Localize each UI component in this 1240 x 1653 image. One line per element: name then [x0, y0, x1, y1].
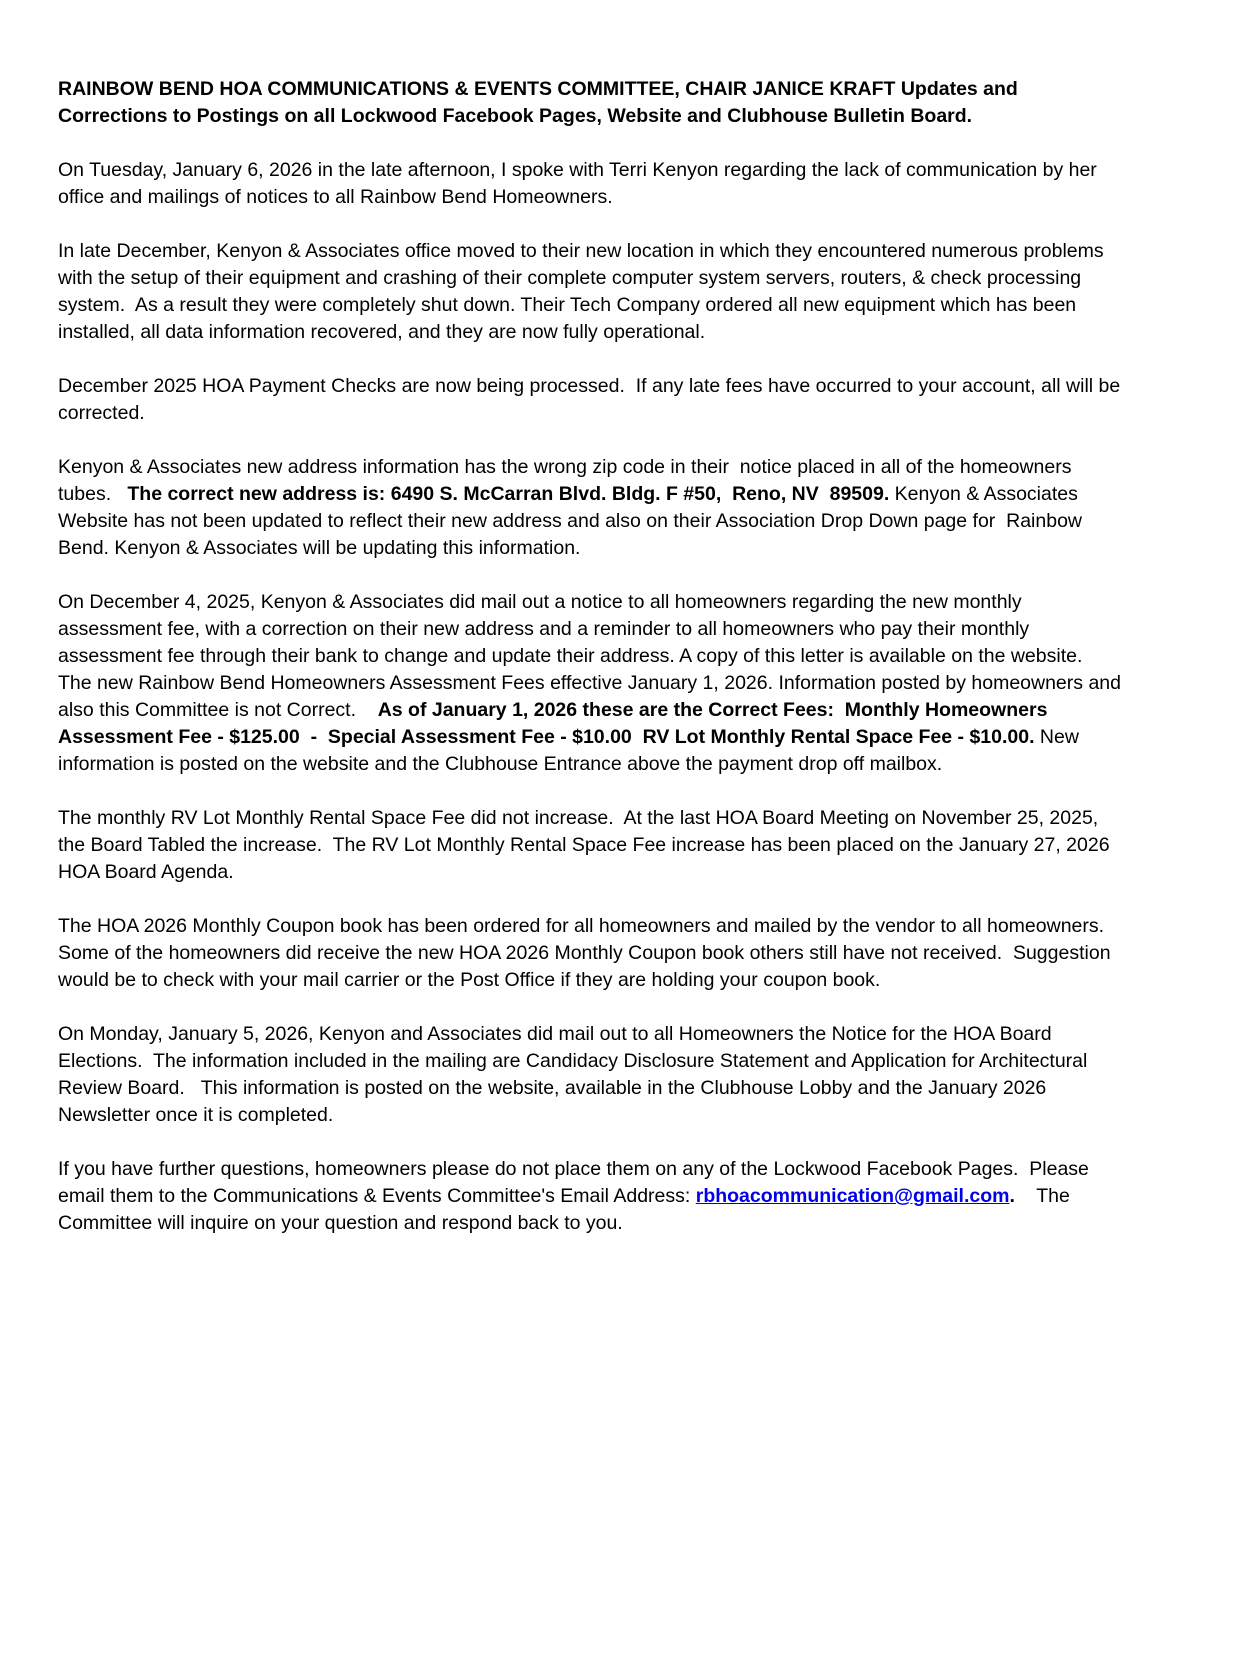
- paragraph: [58, 805, 1128, 886]
- paragraph: [58, 157, 1128, 211]
- bold-text-segment: The correct new address is: 6490 S. McCarran Blvd. Bldg. F #50, Reno, NV 89509.: [127, 483, 890, 505]
- document-heading: RAINBOW BEND HOA COMMUNICATIONS & EVENTS COMMITTEE, CHAIR JANICE KRAFT Updates and Corrections to Postings on all Lockwood Facebook Pages, Website and Clubhouse Bulletin Board.: [58, 78, 1024, 127]
- text-segment: New information is posted on the website and the Clubhouse Entrance above the payment drop off mailbox.: [58, 726, 1085, 775]
- paragraph: [58, 238, 1128, 346]
- bold-text-segment: .: [1009, 1185, 1015, 1207]
- text-segment: Kenyon & Associates new address information has the wrong zip code in their notice placed in all of the homeowners tubes.: [58, 456, 1077, 505]
- email-link[interactable]: rbhoacommunication@gmail.com: [695, 1185, 1010, 1207]
- text-segment: The Committee will inquire on your question and respond back to you.: [58, 1185, 1076, 1234]
- text-segment: On Tuesday, January 6, 2026 in the late afternoon, I spoke with Terri Kenyon regarding the lack of communication by her office and mailings of notices to all Rainbow Bend Homeowners.: [58, 159, 1103, 208]
- text-segment: On December 4, 2025, Kenyon & Associates did mail out a notice to all homeowners regarding the new monthly assessment fee, with a correction on their new address and a reminder to all homeowners who pay their monthly assessment fee through their bank to change and update their address. A copy of this letter is available on the website. The new Rainbow Bend Homeowners Assessment Fees effective January 1, 2026. Information posted by homeowners and also this Committee is not Correct.: [58, 591, 1127, 721]
- text-segment: December 2025 HOA Payment Checks are now being processed. If any late fees have occurred to your account, all will be corrected.: [58, 375, 1126, 424]
- paragraph: [58, 1021, 1128, 1129]
- paragraph: [58, 454, 1128, 562]
- paragraph: [58, 373, 1128, 427]
- text-segment: Kenyon & Associates Website has not been updated to reflect their new address and also on their Association Drop Down page for Rainbow Bend. Kenyon & Associates will be updating this information.: [58, 483, 1088, 559]
- text-segment: On Monday, January 5, 2026, Kenyon and Associates did mail out to all Homeowners the Notice for the HOA Board Elections. The information included in the mailing are Candidacy Disclosure Statement and Application for Architectural Review Board. This information is posted on the website, available in the Clubhouse Lobby and the January 2026 Newsletter once it is completed.: [58, 1023, 1093, 1126]
- text-segment: The monthly RV Lot Monthly Rental Space Fee did not increase. At the last HOA Board Meeting on November 25, 2025, the Board Tabled the increase. The RV Lot Monthly Rental Space Fee increase has been placed on the January 27, 2026 HOA Board Agenda.: [58, 807, 1115, 883]
- paragraph: [58, 1156, 1128, 1237]
- paragraph: [58, 589, 1128, 778]
- paragraph: [58, 913, 1128, 994]
- text-segment: The HOA 2026 Monthly Coupon book has been ordered for all homeowners and mailed by the vendor to all homeowners. Some of the homeowners did receive the new HOA 2026 Monthly Coupon book others still have not received. Suggestion would be to check with your mail carrier or the Post Office if they are holding your coupon book.: [58, 915, 1116, 991]
- bold-text-segment: As of January 1, 2026 these are the Correct Fees: Monthly Homeowners Assessment Fee - $125.00 - Special Assessment Fee - $10.00 RV Lot Monthly Rental Space Fee - $10.00.: [58, 699, 1053, 748]
- document-body: [58, 157, 1128, 1237]
- text-segment: In late December, Kenyon & Associates office moved to their new location in which they encountered numerous problems with the setup of their equipment and crashing of their complete computer system servers, routers, & check processing system. As a result they were completely shut down. Their Tech Company ordered all new equipment which has been installed, all data information recovered, and they are now fully operational.: [58, 240, 1110, 343]
- text-segment: If you have further questions, homeowners please do not place them on any of the Lockwood Facebook Pages. Please email them to the Communications & Events Committee's Email Address:: [58, 1158, 1095, 1207]
